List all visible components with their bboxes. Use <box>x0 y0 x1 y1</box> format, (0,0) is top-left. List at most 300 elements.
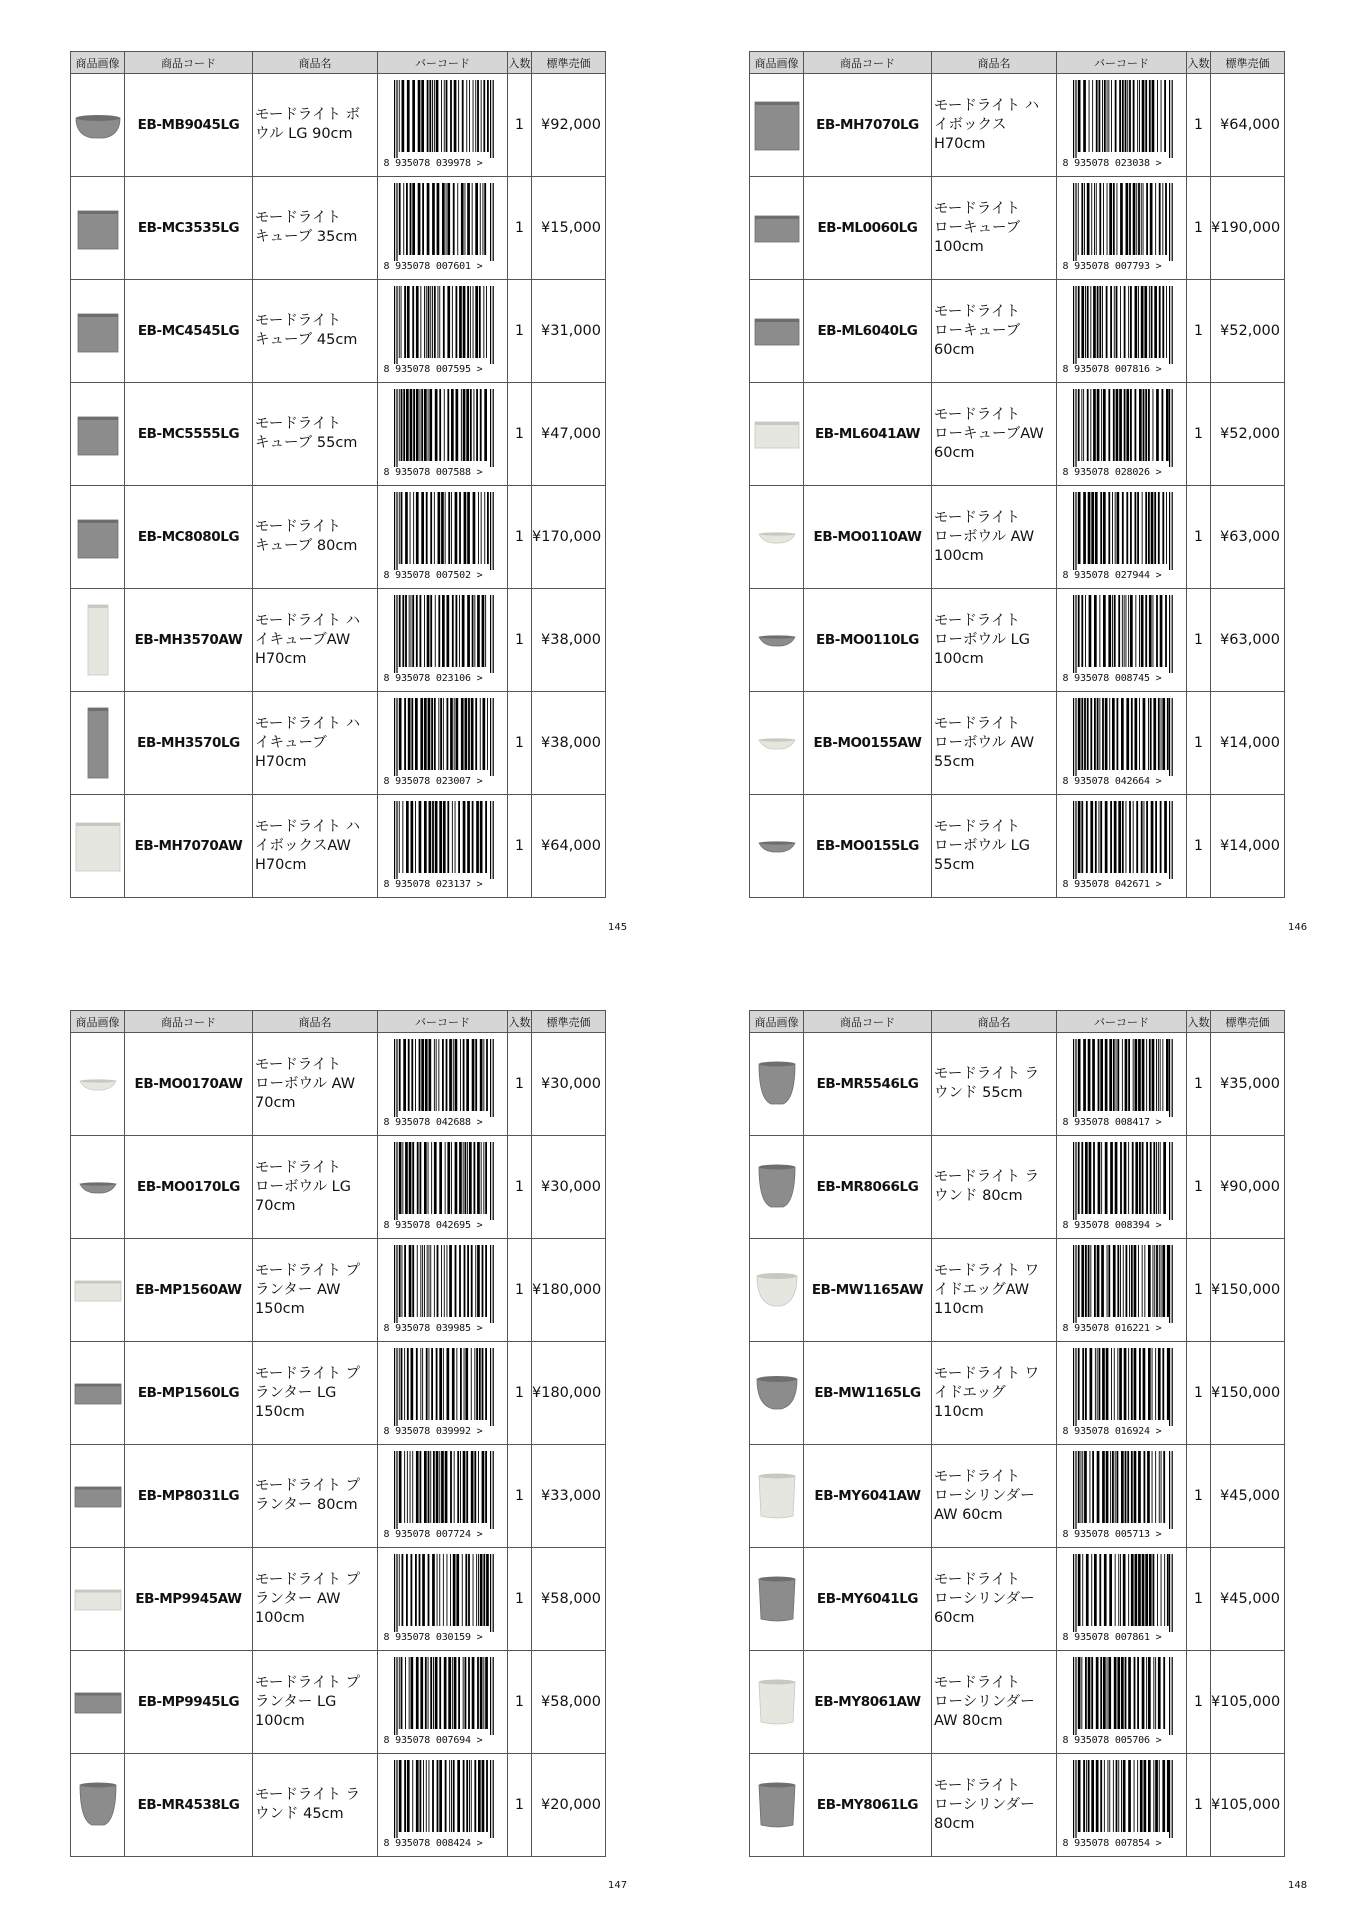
barcode <box>384 1451 502 1541</box>
product-name: モードライト ローボウル LG 100cm <box>934 612 1030 667</box>
standard-price: ¥52,000 <box>1211 280 1285 383</box>
table-row <box>71 1754 606 1857</box>
product-name: モードライト ラ ウンド 55cm <box>934 1066 1040 1101</box>
barcode-number: 8 935078 007588 > <box>383 467 483 478</box>
product-name: モードライト キューブ 55cm <box>255 416 358 451</box>
product-code: EB-MO0155LG <box>804 795 932 898</box>
product-image-cell <box>71 1033 125 1136</box>
standard-price: ¥105,000 <box>1211 1754 1285 1857</box>
barcode-cell <box>378 177 508 280</box>
barcode-cell <box>1057 692 1187 795</box>
table-row <box>71 1445 606 1548</box>
barcode <box>1063 595 1181 685</box>
table-row <box>750 1445 1285 1548</box>
column-header: バーコード <box>378 1011 508 1033</box>
standard-price: ¥180,000 <box>532 1239 606 1342</box>
product-name: モードライト プ ランター 80cm <box>255 1478 361 1513</box>
table-row <box>71 177 606 280</box>
column-header: 標準売価 <box>1211 52 1285 74</box>
column-header: 商品名 <box>932 52 1057 74</box>
lowbowl-planter-photo <box>753 600 801 680</box>
product-name-cell <box>253 589 378 692</box>
product-table <box>70 1010 606 1857</box>
cyl-planter-photo <box>753 1765 801 1845</box>
barcode-bars <box>1073 1451 1173 1529</box>
table-header-row <box>750 52 1285 74</box>
standard-price: ¥52,000 <box>1211 383 1285 486</box>
box-planter-photo <box>753 85 801 165</box>
product-image-cell <box>750 383 804 486</box>
product-name-cell <box>932 1342 1057 1445</box>
barcode-number: 8 935078 007595 > <box>383 364 483 375</box>
standard-price: ¥38,000 <box>532 692 606 795</box>
barcode-number: 8 935078 007694 > <box>383 1735 483 1746</box>
barcode-number: 8 935078 007816 > <box>1062 364 1162 375</box>
table-row <box>71 1651 606 1754</box>
barcode-number: 8 935078 042671 > <box>1062 879 1162 890</box>
product-name: モードライト プ ランター AW 150cm <box>255 1262 361 1317</box>
product-image-cell <box>750 280 804 383</box>
barcode <box>1063 286 1181 376</box>
barcode-bars <box>394 286 494 364</box>
product-image-cell <box>71 1136 125 1239</box>
product-name-cell <box>253 486 378 589</box>
tall-planter-photo <box>74 703 122 783</box>
barcode-bars <box>394 389 494 467</box>
product-name-cell <box>932 1445 1057 1548</box>
product-name-cell <box>932 1033 1057 1136</box>
column-header: 商品コード <box>125 52 253 74</box>
standard-price: ¥180,000 <box>532 1342 606 1445</box>
barcode <box>384 698 502 788</box>
barcode-bars <box>394 595 494 673</box>
column-header: バーコード <box>1057 1011 1187 1033</box>
table-row <box>71 280 606 383</box>
page-number: 145 <box>608 922 628 933</box>
product-name-cell <box>253 1033 378 1136</box>
lowbowl-planter-photo <box>74 1044 122 1124</box>
barcode <box>1063 1245 1181 1335</box>
barcode <box>384 1348 502 1438</box>
barcode-cell <box>1057 795 1187 898</box>
column-header: 商品コード <box>125 1011 253 1033</box>
quantity: 1 <box>1187 486 1211 589</box>
barcode-bars <box>394 183 494 261</box>
barcode-number: 8 935078 039985 > <box>383 1323 483 1334</box>
product-code: EB-MW1165LG <box>804 1342 932 1445</box>
product-name-cell <box>253 1239 378 1342</box>
column-header: 商品画像 <box>71 1011 125 1033</box>
product-code: EB-MR8066LG <box>804 1136 932 1239</box>
barcode-cell <box>378 1239 508 1342</box>
table-row <box>71 74 606 177</box>
quantity: 1 <box>508 1445 532 1548</box>
table-header-row <box>71 52 606 74</box>
tall-planter-photo <box>74 600 122 680</box>
barcode-cell <box>1057 1754 1187 1857</box>
barcode-bars <box>1073 698 1173 776</box>
cube-planter-photo <box>74 497 122 577</box>
product-image-cell <box>71 1754 125 1857</box>
barcode-number: 8 935078 042695 > <box>383 1220 483 1231</box>
product-image-cell <box>71 1548 125 1651</box>
quantity: 1 <box>1187 1033 1211 1136</box>
quantity: 1 <box>508 1651 532 1754</box>
product-name: モードライト ローシリンダー 80cm <box>934 1777 1035 1832</box>
product-image-cell <box>71 177 125 280</box>
barcode-cell <box>378 1754 508 1857</box>
table-row <box>750 177 1285 280</box>
product-image-cell <box>71 74 125 177</box>
column-header: 商品画像 <box>750 52 804 74</box>
quantity: 1 <box>1187 589 1211 692</box>
table-row <box>71 486 606 589</box>
product-image-cell <box>71 795 125 898</box>
product-name: モードライト ローキューブ 100cm <box>934 200 1021 255</box>
barcode-bars <box>1073 1245 1173 1323</box>
column-header: 入数 <box>1187 1011 1211 1033</box>
product-image-cell <box>750 1754 804 1857</box>
product-table <box>749 51 1285 898</box>
barcode-number: 8 935078 028026 > <box>1062 467 1162 478</box>
column-header: 商品名 <box>253 52 378 74</box>
product-image-cell <box>71 589 125 692</box>
barcode-bars <box>394 80 494 158</box>
barcode <box>1063 698 1181 788</box>
standard-price: ¥47,000 <box>532 383 606 486</box>
column-header: 商品画像 <box>750 1011 804 1033</box>
low-planter-photo <box>753 394 801 474</box>
table-row <box>750 589 1285 692</box>
round-planter-photo <box>74 1765 122 1845</box>
barcode-bars <box>1073 183 1173 261</box>
planter-planter-photo <box>74 1662 122 1742</box>
standard-price: ¥31,000 <box>532 280 606 383</box>
barcode-bars <box>1073 389 1173 467</box>
barcode-bars <box>394 1348 494 1426</box>
barcode-number: 8 935078 007854 > <box>1062 1838 1162 1849</box>
product-name-cell <box>253 795 378 898</box>
product-code: EB-MY8061LG <box>804 1754 932 1857</box>
table-row <box>71 1136 606 1239</box>
product-code: EB-MH7070LG <box>804 74 932 177</box>
standard-price: ¥38,000 <box>532 589 606 692</box>
quantity: 1 <box>508 692 532 795</box>
product-name-cell <box>253 177 378 280</box>
quantity: 1 <box>508 383 532 486</box>
column-header: バーコード <box>1057 52 1187 74</box>
product-name: モードライト ワ イドエッグ 110cm <box>934 1365 1040 1420</box>
barcode-cell <box>378 589 508 692</box>
product-code: EB-MR5546LG <box>804 1033 932 1136</box>
barcode-bars <box>394 801 494 879</box>
product-name-cell <box>932 1239 1057 1342</box>
barcode-number: 8 935078 023038 > <box>1062 158 1162 169</box>
column-header: 商品名 <box>932 1011 1057 1033</box>
product-code: EB-MO0110LG <box>804 589 932 692</box>
barcode <box>1063 1039 1181 1129</box>
barcode-cell <box>378 383 508 486</box>
page-number: 148 <box>1288 1880 1308 1891</box>
product-code: EB-MC3535LG <box>125 177 253 280</box>
barcode-number: 8 935078 007601 > <box>383 261 483 272</box>
catalog-page-146 <box>749 51 1284 898</box>
product-name-cell <box>932 74 1057 177</box>
table-row <box>750 1239 1285 1342</box>
standard-price: ¥190,000 <box>1211 177 1285 280</box>
product-name-cell <box>253 1342 378 1445</box>
product-code: EB-MW1165AW <box>804 1239 932 1342</box>
quantity: 1 <box>508 795 532 898</box>
barcode-number: 8 935078 008424 > <box>383 1838 483 1849</box>
product-image-cell <box>71 1239 125 1342</box>
product-image-cell <box>750 1548 804 1651</box>
product-name: モードライト ローシリンダー 60cm <box>934 1571 1035 1626</box>
barcode <box>1063 801 1181 891</box>
lowbowl-planter-photo <box>753 497 801 577</box>
product-name: モードライト プ ランター AW 100cm <box>255 1571 361 1626</box>
barcode <box>384 1554 502 1644</box>
column-header: 入数 <box>508 52 532 74</box>
standard-price: ¥90,000 <box>1211 1136 1285 1239</box>
barcode-bars <box>394 698 494 776</box>
barcode-bars <box>1073 1348 1173 1426</box>
product-table <box>749 1010 1285 1857</box>
barcode <box>1063 1348 1181 1438</box>
lowbowl-planter-photo <box>753 703 801 783</box>
barcode <box>1063 1451 1181 1541</box>
barcode-cell <box>378 1651 508 1754</box>
barcode <box>384 80 502 170</box>
product-name: モードライト ハ イボックスAW H70cm <box>255 818 361 873</box>
product-name: モードライト ハ イボックス H70cm <box>934 97 1040 152</box>
barcode <box>384 389 502 479</box>
barcode <box>1063 1760 1181 1850</box>
barcode-number: 8 935078 023106 > <box>383 673 483 684</box>
quantity: 1 <box>1187 74 1211 177</box>
barcode-number: 8 935078 016924 > <box>1062 1426 1162 1437</box>
quantity: 1 <box>508 1033 532 1136</box>
quantity: 1 <box>508 1342 532 1445</box>
product-code: EB-MP1560LG <box>125 1342 253 1445</box>
product-image-cell <box>71 383 125 486</box>
barcode-bars <box>1073 1554 1173 1632</box>
product-code: EB-MP1560AW <box>125 1239 253 1342</box>
product-name-cell <box>253 74 378 177</box>
barcode-cell <box>1057 1651 1187 1754</box>
barcode-cell <box>1057 280 1187 383</box>
product-name-cell <box>932 486 1057 589</box>
product-name: モードライト ボ ウル LG 90cm <box>255 107 361 142</box>
product-name: モードライト キューブ 80cm <box>255 519 358 554</box>
quantity: 1 <box>508 1239 532 1342</box>
cyl-planter-photo <box>753 1662 801 1742</box>
product-name-cell <box>932 1754 1057 1857</box>
table-header-row <box>750 1011 1285 1033</box>
column-header: 入数 <box>508 1011 532 1033</box>
low-planter-photo <box>753 291 801 371</box>
barcode-number: 8 935078 023007 > <box>383 776 483 787</box>
barcode-cell <box>1057 589 1187 692</box>
product-code: EB-MP9945LG <box>125 1651 253 1754</box>
product-image-cell <box>750 1342 804 1445</box>
barcode-bars <box>1073 80 1173 158</box>
product-name: モードライト ローシリンダー AW 60cm <box>934 1468 1035 1523</box>
planter-planter-photo <box>74 1559 122 1639</box>
barcode-number: 8 935078 016221 > <box>1062 1323 1162 1334</box>
quantity: 1 <box>1187 177 1211 280</box>
barcode-cell <box>378 486 508 589</box>
column-header: 入数 <box>1187 52 1211 74</box>
barcode-cell <box>1057 486 1187 589</box>
barcode-cell <box>1057 1033 1187 1136</box>
barcode-number: 8 935078 023137 > <box>383 879 483 890</box>
barcode-cell <box>1057 1136 1187 1239</box>
egg-planter-photo <box>753 1353 801 1433</box>
catalog-page-148 <box>749 1010 1284 1857</box>
product-code: EB-MY8061AW <box>804 1651 932 1754</box>
barcode-cell <box>1057 74 1187 177</box>
box-planter-photo <box>74 806 122 886</box>
cube-planter-photo <box>74 291 122 371</box>
product-image-cell <box>750 1136 804 1239</box>
product-name: モードライト ローシリンダー AW 80cm <box>934 1674 1035 1729</box>
product-name-cell <box>253 383 378 486</box>
product-code: EB-MC5555LG <box>125 383 253 486</box>
product-name-cell <box>932 795 1057 898</box>
product-name-cell <box>932 1651 1057 1754</box>
column-header: 標準売価 <box>532 1011 606 1033</box>
barcode-bars <box>394 1142 494 1220</box>
product-name-cell <box>253 692 378 795</box>
barcode-cell <box>378 74 508 177</box>
table-row <box>750 74 1285 177</box>
standard-price: ¥150,000 <box>1211 1342 1285 1445</box>
quantity: 1 <box>1187 1136 1211 1239</box>
barcode <box>384 1039 502 1129</box>
table-row <box>750 795 1285 898</box>
barcode-cell <box>1057 1239 1187 1342</box>
quantity: 1 <box>1187 795 1211 898</box>
bowl-planter-photo <box>74 85 122 165</box>
standard-price: ¥63,000 <box>1211 486 1285 589</box>
barcode-number: 8 935078 039992 > <box>383 1426 483 1437</box>
product-image-cell <box>71 692 125 795</box>
product-code: EB-MO0170AW <box>125 1033 253 1136</box>
catalog-page-145 <box>70 51 605 898</box>
barcode-number: 8 935078 005706 > <box>1062 1735 1162 1746</box>
barcode-cell <box>378 795 508 898</box>
quantity: 1 <box>508 1754 532 1857</box>
barcode-cell <box>1057 383 1187 486</box>
barcode-cell <box>378 1136 508 1239</box>
barcode-bars <box>394 1451 494 1529</box>
product-image-cell <box>71 486 125 589</box>
product-image-cell <box>750 692 804 795</box>
quantity: 1 <box>1187 280 1211 383</box>
product-image-cell <box>750 589 804 692</box>
cube-planter-photo <box>74 188 122 268</box>
barcode-cell <box>1057 177 1187 280</box>
barcode-bars <box>394 492 494 570</box>
table-row <box>750 1342 1285 1445</box>
product-name-cell <box>932 1136 1057 1239</box>
barcode-number: 8 935078 030159 > <box>383 1632 483 1643</box>
column-header: 商品コード <box>804 52 932 74</box>
product-code: EB-MC4545LG <box>125 280 253 383</box>
product-name: モードライト ローキューブAW 60cm <box>934 406 1044 461</box>
barcode-bars <box>1073 1760 1173 1838</box>
barcode-bars <box>1073 1142 1173 1220</box>
table-row <box>750 1033 1285 1136</box>
barcode-number: 8 935078 027944 > <box>1062 570 1162 581</box>
quantity: 1 <box>1187 383 1211 486</box>
product-name: モードライト ハ イキューブ H70cm <box>255 715 361 770</box>
product-name: モードライト ローボウル AW 70cm <box>255 1056 356 1111</box>
product-name-cell <box>932 280 1057 383</box>
planter-planter-photo <box>74 1353 122 1433</box>
barcode-bars <box>1073 801 1173 879</box>
product-code: EB-MY6041AW <box>804 1445 932 1548</box>
cyl-planter-photo <box>753 1456 801 1536</box>
product-code: EB-MO0170LG <box>125 1136 253 1239</box>
page-number: 147 <box>608 1880 628 1891</box>
product-code: EB-MH3570AW <box>125 589 253 692</box>
standard-price: ¥14,000 <box>1211 795 1285 898</box>
barcode <box>384 595 502 685</box>
quantity: 1 <box>508 177 532 280</box>
product-name: モードライト ラ ウンド 45cm <box>255 1787 361 1822</box>
quantity: 1 <box>508 486 532 589</box>
product-image-cell <box>750 1033 804 1136</box>
lowbowl-planter-photo <box>753 806 801 886</box>
quantity: 1 <box>508 74 532 177</box>
barcode-number: 8 935078 008394 > <box>1062 1220 1162 1231</box>
barcode <box>384 1245 502 1335</box>
product-image-cell <box>71 1651 125 1754</box>
page-number: 146 <box>1288 922 1308 933</box>
product-name-cell <box>253 1651 378 1754</box>
table-row <box>71 692 606 795</box>
product-name-cell <box>253 1754 378 1857</box>
barcode-number: 8 935078 007724 > <box>383 1529 483 1540</box>
product-name-cell <box>253 1548 378 1651</box>
product-image-cell <box>750 1239 804 1342</box>
column-header: 商品画像 <box>71 52 125 74</box>
table-row <box>750 383 1285 486</box>
product-name-cell <box>932 383 1057 486</box>
barcode-cell <box>378 1033 508 1136</box>
product-image-cell <box>71 1342 125 1445</box>
product-code: EB-MO0110AW <box>804 486 932 589</box>
product-table <box>70 51 606 898</box>
barcode-number: 8 935078 008417 > <box>1062 1117 1162 1128</box>
barcode-number: 8 935078 039978 > <box>383 158 483 169</box>
product-code: EB-MP9945AW <box>125 1548 253 1651</box>
barcode-cell <box>378 1445 508 1548</box>
barcode-bars <box>394 1245 494 1323</box>
barcode-bars <box>1073 1657 1173 1735</box>
planter-planter-photo <box>74 1456 122 1536</box>
quantity: 1 <box>508 1548 532 1651</box>
product-code: EB-ML6041AW <box>804 383 932 486</box>
product-name: モードライト ローボウル LG 70cm <box>255 1159 351 1214</box>
quantity: 1 <box>1187 1754 1211 1857</box>
product-name-cell <box>253 1445 378 1548</box>
quantity: 1 <box>1187 1445 1211 1548</box>
table-row <box>71 589 606 692</box>
product-code: EB-MB9045LG <box>125 74 253 177</box>
